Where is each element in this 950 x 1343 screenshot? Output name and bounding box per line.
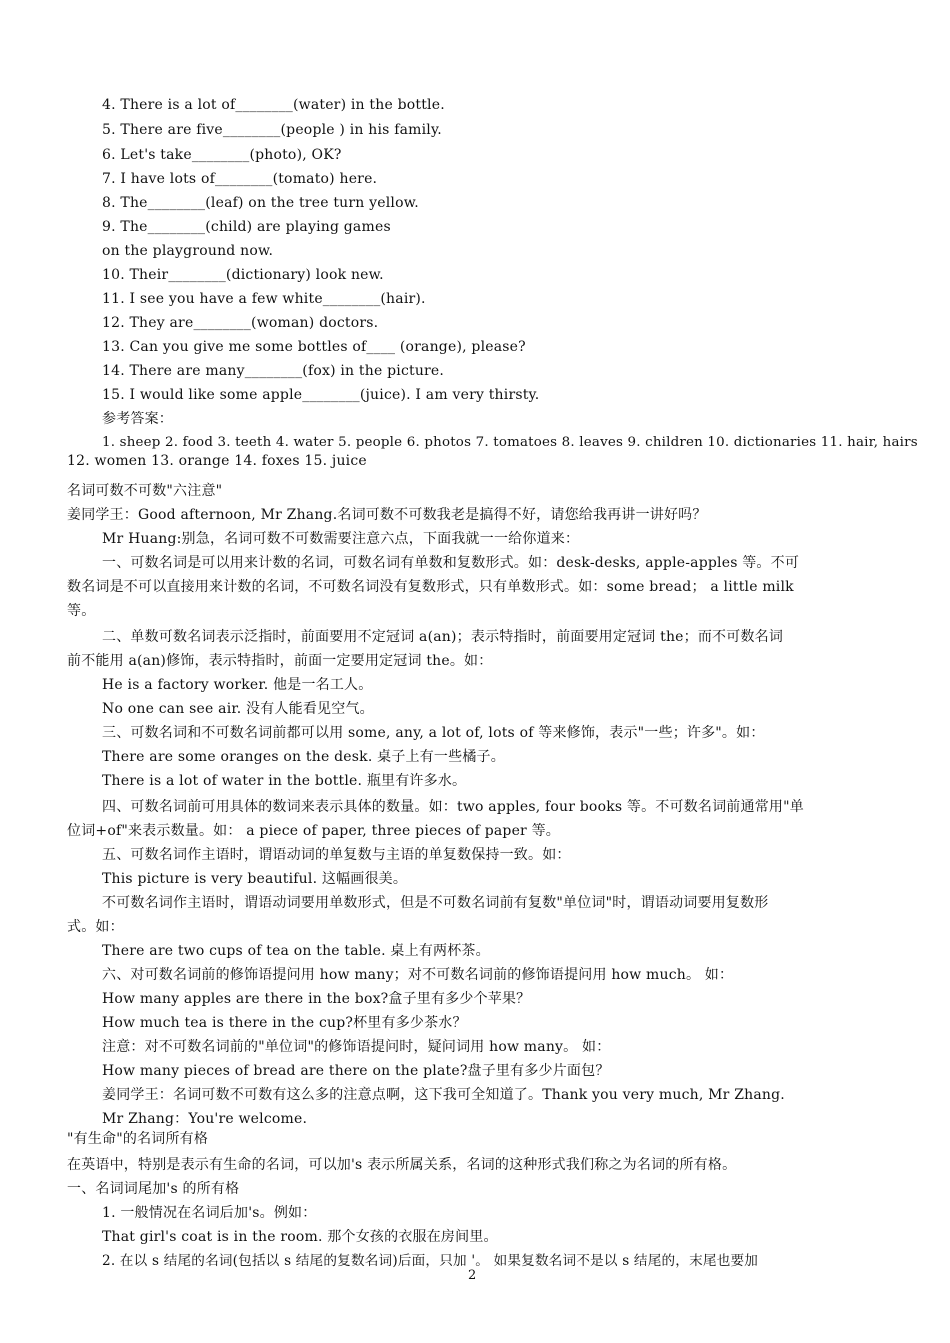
paragraph-line: 数名词是不可以直接用来计数的名词，不可数名词没有复数形式，只有单数形式。如：some bread； a little milk [67,579,794,595]
page-number: 2 [468,1268,477,1283]
paragraph-line: 五、可数名词作主语时，谓语动词的单复数与主语的单复数保持一致。如： [102,847,571,863]
paragraph-line: 2. 在以 s 结尾的名词(包括以 s 结尾的复数名词)后面，只加 '。 如果复数名词不是以 s 结尾的，末尾也要加 [102,1253,759,1269]
paragraph-line: 四、可数名词前可用具体的数词来表示具体的数量。如：two apples, four books 等。不可数名词前通常用"单 [102,799,804,815]
paragraph-line: 等。 [67,603,96,619]
paragraph-line: 前不能用 a(an)修饰，表示特指时，前面一定要用定冠词 the。如： [67,653,493,669]
example-line: How much tea is there in the cup?杯里有多少茶水？ [102,1015,467,1031]
paragraph-line: 一、可数名词是可以用来计数的名词，可数名词有单数和复数形式。如：desk-desks, apple-apples 等。不可 [102,555,800,571]
paragraph-line: 1. 一般情况在名词后加's。例如： [102,1205,317,1221]
paragraph-line: 三、可数名词和不可数名词前都可以用 some, any, a lot of, lots of 等来修饰，表示"一些；许多"。如： [102,725,765,741]
exercise-line: 15. I would like some apple________(juice). I am very thirsty. [102,387,540,403]
subsection-title: 一、名词词尾加's 的所有格 [67,1181,240,1197]
exercise-line: 10. Their________(dictionary) look new. [102,267,384,283]
example-line: How many apples are there in the box?盒子里有多少个苹果？ [102,991,531,1007]
example-line: How many pieces of bread are there on the plate?盘子里有多少片面包？ [102,1063,610,1079]
exercise-line: 6. Let's take________(photo), OK? [102,147,342,163]
exercise-line: 12. They are________(woman) doctors. [102,315,379,331]
paragraph-line: 在英语中，特别是表示有生命的名词，可以加's 表示所属关系，名词的这种形式我们称之为名词的所有格。 [67,1157,737,1173]
paragraph-line: 注意：对不可数名词前的"单位词"的修饰语提问时，疑问词用 how many。 如： [102,1039,611,1055]
exercise-line: 7. I have lots of________(tomato) here. [102,171,378,187]
example-line: This picture is very beautiful. 这幅画很美。 [102,871,408,887]
paragraph-line: 位词+of"来表示数量。如： a piece of paper, three pieces of paper 等。 [67,823,560,839]
example-line: There are some oranges on the desk. 桌子上有一些橘子。 [102,749,505,765]
answers-line: 1. sheep 2. food 3. teeth 4. water 5. people 6. photos 7. tomatoes 8. leaves 9. children 10. dictionaries 11. hair, hairs [102,435,918,450]
exercise-line: 13. Can you give me some bottles of____ (orange), please? [102,339,526,355]
example-line: That girl's coat is in the room. 那个女孩的衣服在房间里。 [102,1229,498,1245]
exercise-line: 8. The________(leaf) on the tree turn yellow. [102,195,419,211]
paragraph-line: Mr Huang:别急，名词可数不可数需要注意六点，下面我就一一给你道来： [102,531,580,547]
exercise-line: 5. There are five________(people ) in his family. [102,122,442,138]
example-line: There are two cups of tea on the table. 桌上有两杯茶。 [102,943,490,959]
paragraph-line: Mr Zhang：You're welcome. [102,1111,308,1127]
answers-heading: 参考答案： [102,411,173,427]
section-title: "有生命"的名词所有格 [67,1131,209,1147]
example-line: He is a factory worker. 他是一名工人。 [102,677,373,693]
exercise-line: on the playground now. [102,243,274,259]
answers-line: 12. women 13. orange 14. foxes 15. juice [67,453,367,469]
example-line: No one can see air. 没有人能看见空气。 [102,701,374,717]
section-title: 名词可数不可数"六注意" [67,483,223,499]
example-line: There is a lot of water in the bottle. 瓶里有许多水。 [102,773,467,789]
paragraph-line: 姜同学王：名词可数不可数有这么多的注意点啊，这下我可全知道了。Thank you very much, Mr Zhang. [102,1087,785,1103]
exercise-line: 4. There is a lot of________(water) in the bottle. [102,97,445,113]
exercise-line: 9. The________(child) are playing games [102,219,391,235]
exercise-line: 14. There are many________(fox) in the picture. [102,363,445,379]
paragraph-line: 二、单数可数名词表示泛指时，前面要用不定冠词 a(an)；表示特指时，前面要用定冠词 the；而不可数名词 [102,629,784,645]
paragraph-line: 姜同学王：Good afternoon, Mr Zhang.名词可数不可数我老是搞得不好，请您给我再讲一讲好吗？ [67,507,707,523]
paragraph-line: 不可数名词作主语时，谓语动词要用单数形式，但是不可数名词前有复数"单位词"时，谓语动词要用复数形 [102,895,769,911]
paragraph-line: 式。如： [67,919,124,935]
paragraph-line: 六、对可数名词前的修饰语提问用 how many；对不可数名词前的修饰语提问用 how much。 如： [102,967,734,983]
exercise-line: 11. I see you have a few white________(hair). [102,291,426,307]
